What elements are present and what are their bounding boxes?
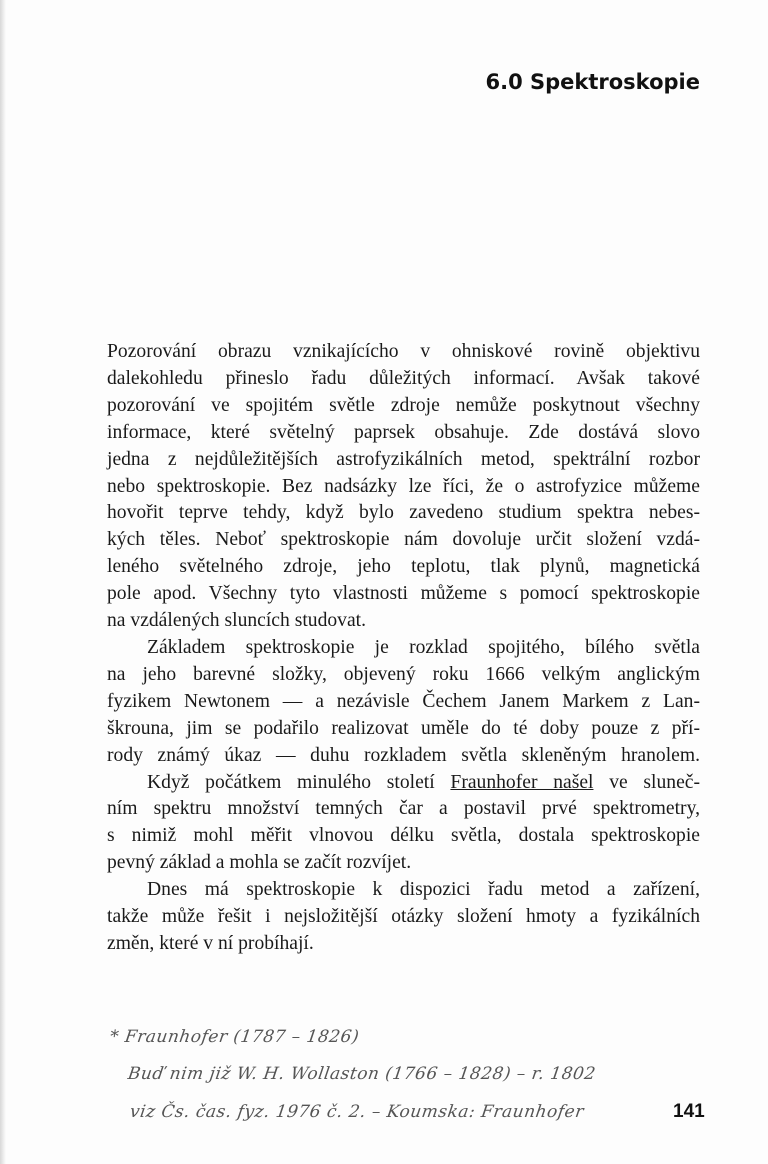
paragraph-3 bbox=[107, 770, 700, 878]
text-line: dalekohledu přineslo řadu důležitých informací. Avšak takové bbox=[107, 367, 700, 389]
text-line: Základem spektroskopie je rozklad spojitého, bílého světla bbox=[147, 636, 700, 658]
handwritten-note: Buď nim již W. H. Wollaston (1766 – 1828) – r. 1802 bbox=[126, 1064, 597, 1084]
text-line: na vzdálených sluncích studovat. bbox=[107, 610, 366, 632]
text-line: informace, které světelný paprsek obsahuje. Zde dostává slovo bbox=[107, 421, 700, 443]
paragraph-1 bbox=[107, 339, 700, 635]
text-line: nebo spektroskopie. Bez nadsázky lze říci, že o astrofyzice můžeme bbox=[107, 475, 700, 497]
text-line: škrouna, jim se podařilo realizovat uměle do té doby pouze z pří- bbox=[107, 717, 700, 739]
text-fragment: ve sluneč- bbox=[593, 771, 700, 793]
text-line: leného světelného zdroje, jeho teplotu, tlak plynů, magnetická bbox=[107, 556, 700, 578]
text-line: Dnes má spektroskopie k dispozici řadu metod a zařízení, bbox=[147, 879, 700, 901]
body-text bbox=[107, 339, 700, 958]
text-line: pozorování ve spojitém světle zdroje nemůže poskytnout všechny bbox=[107, 394, 700, 416]
text-line: na jeho barevné složky, objevený roku 1666 velkým anglickým bbox=[107, 663, 700, 685]
text-line: s nimiž mohl měřit vlnovou délku světla, dostala spektroskopie bbox=[107, 825, 700, 847]
chapter-heading: 6.0 Spektroskopie bbox=[485, 70, 700, 94]
handwritten-note: * Fraunhofer (1787 – 1826) bbox=[108, 1027, 361, 1047]
paragraph-4 bbox=[107, 877, 700, 958]
underlined-annotation: Fraunhofer našel bbox=[450, 771, 594, 793]
text-line: fyzikem Newtonem — a nezávisle Čechem Janem Markem z Lan- bbox=[107, 690, 700, 712]
text-line: Pozorování obrazu vznikajícícho v ohniskové rovině objektivu bbox=[107, 341, 700, 362]
text-line: pole apod. Všechny tyto vlastnosti můžeme s pomocí spektroskopie bbox=[107, 583, 700, 605]
text-line: pevný základ a mohla se začít rozvíjet. bbox=[107, 852, 412, 874]
text-line bbox=[107, 770, 700, 797]
text-line: kých těles. Neboť spektroskopie nám dovoluje určit složení vzdá- bbox=[107, 529, 700, 551]
text-line: hovořit teprve tehdy, když bylo zavedeno studium spektra nebes- bbox=[107, 502, 700, 524]
text-line: jedna z nejdůležitějších astrofyzikálních metod, spektrální rozbor bbox=[107, 448, 700, 470]
text-line: ním spektru množství temných čar a postavil prvé spektrometry, bbox=[107, 798, 700, 820]
handwritten-note: viz Čs. čas. fyz. 1976 č. 2. – Koumska: Fraunhofer bbox=[128, 1102, 586, 1122]
paragraph-2 bbox=[107, 635, 700, 770]
text-line: změn, které v ní probíhají. bbox=[107, 932, 314, 954]
text-line: rody známý úkaz — duhu rozkladem světla skleněným hranolem. bbox=[107, 744, 700, 766]
text-fragment: Když počátkem minulého století bbox=[147, 771, 451, 793]
page-edge-shadow bbox=[0, 0, 6, 1164]
page-number: 141 bbox=[673, 1101, 705, 1122]
text-line: takže může řešit i nejsložitější otázky složení hmoty a fyzikálních bbox=[107, 906, 700, 928]
